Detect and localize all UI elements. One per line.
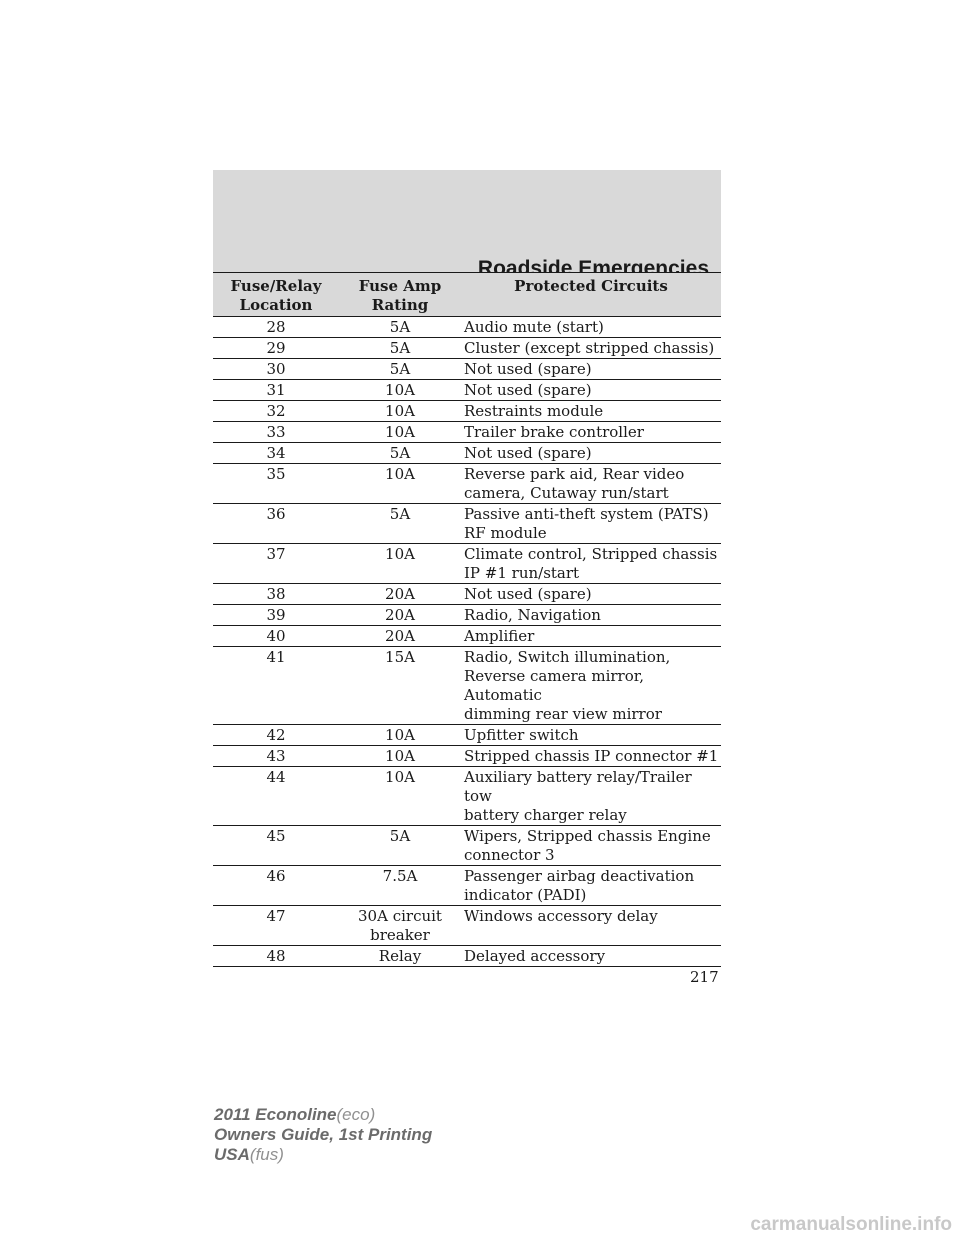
cell-location: 44: [213, 767, 339, 826]
cell-location: 31: [213, 380, 339, 401]
cell-rating: 10A: [339, 401, 461, 422]
cell-rating: Relay: [339, 946, 461, 967]
cell-circuits: Not used (spare): [461, 443, 721, 464]
cell-location: 30: [213, 359, 339, 380]
cell-circuits: Stripped chassis IP connector #1: [461, 746, 721, 767]
table-row: [213, 746, 721, 767]
cell-rating: 5A: [339, 504, 461, 544]
print-footer: [214, 1105, 432, 1165]
footer-edition: Owners Guide, 1st Printing: [214, 1125, 433, 1144]
cell-location: 28: [213, 317, 339, 338]
cell-location: 38: [213, 584, 339, 605]
cell-location: 32: [213, 401, 339, 422]
cell-location: 37: [213, 544, 339, 584]
cell-circuits: Not used (spare): [461, 380, 721, 401]
cell-rating: 7.5A: [339, 866, 461, 906]
cell-circuits: Windows accessory delay: [461, 906, 721, 946]
cell-rating: 10A: [339, 380, 461, 401]
footer-model-code: (eco): [336, 1105, 376, 1124]
cell-rating: 10A: [339, 746, 461, 767]
table-row: [213, 504, 721, 544]
table-row: [213, 826, 721, 866]
cell-rating: 5A: [339, 338, 461, 359]
cell-location: 34: [213, 443, 339, 464]
table-row: [213, 317, 721, 338]
cell-circuits: Restraints module: [461, 401, 721, 422]
table-header-row: [213, 273, 721, 317]
cell-circuits: Not used (spare): [461, 584, 721, 605]
cell-circuits: Passive anti-theft system (PATS) RF module: [461, 504, 721, 544]
table-row: [213, 422, 721, 443]
column-header-circuits: Protected Circuits: [461, 273, 721, 317]
table-row: [213, 338, 721, 359]
cell-location: 33: [213, 422, 339, 443]
cell-rating: 10A: [339, 767, 461, 826]
cell-circuits: Delayed accessory: [461, 946, 721, 967]
footer-model: 2011 Econoline: [214, 1105, 337, 1124]
table-row: [213, 584, 721, 605]
section-header-band: [213, 170, 721, 285]
page-number: 217: [690, 968, 719, 986]
cell-circuits: Radio, Switch illumination, Reverse camera mirror, Automatic dimming rear view mirror: [461, 647, 721, 725]
table-row: [213, 380, 721, 401]
cell-location: 29: [213, 338, 339, 359]
column-header-rating: Fuse Amp Rating: [339, 273, 461, 317]
cell-circuits: Radio, Navigation: [461, 605, 721, 626]
cell-circuits: Cluster (except stripped chassis): [461, 338, 721, 359]
table-row: [213, 401, 721, 422]
section-title: Roadside Emergencies: [477, 257, 709, 280]
cell-circuits: Climate control, Stripped chassis IP #1 run/start: [461, 544, 721, 584]
cell-rating: 5A: [339, 359, 461, 380]
cell-rating: 20A: [339, 605, 461, 626]
table-row: [213, 647, 721, 725]
cell-circuits: Audio mute (start): [461, 317, 721, 338]
cell-rating: 5A: [339, 317, 461, 338]
table-row: [213, 626, 721, 647]
table-row: [213, 464, 721, 504]
cell-location: 42: [213, 725, 339, 746]
cell-rating: 10A: [339, 464, 461, 504]
table-row: [213, 443, 721, 464]
cell-rating: 10A: [339, 544, 461, 584]
cell-location: 35: [213, 464, 339, 504]
cell-location: 41: [213, 647, 339, 725]
cell-rating: 5A: [339, 826, 461, 866]
cell-location: 46: [213, 866, 339, 906]
table-row: [213, 866, 721, 906]
footer-market-code: (fus): [249, 1145, 284, 1164]
cell-rating: 30A circuit breaker: [339, 906, 461, 946]
table-row: [213, 946, 721, 967]
cell-rating: 15A: [339, 647, 461, 725]
cell-rating: 20A: [339, 584, 461, 605]
cell-location: 45: [213, 826, 339, 866]
cell-circuits: Upfitter switch: [461, 725, 721, 746]
cell-location: 36: [213, 504, 339, 544]
footer-market: USA: [214, 1145, 250, 1164]
cell-location: 48: [213, 946, 339, 967]
cell-location: 47: [213, 906, 339, 946]
cell-rating: 10A: [339, 725, 461, 746]
cell-circuits: Auxiliary battery relay/Trailer tow battery charger relay: [461, 767, 721, 826]
table-row: [213, 605, 721, 626]
table-row: [213, 906, 721, 946]
cell-location: 39: [213, 605, 339, 626]
cell-circuits: Not used (spare): [461, 359, 721, 380]
cell-circuits: Passenger airbag deactivation indicator (PADI): [461, 866, 721, 906]
cell-circuits: Amplifier: [461, 626, 721, 647]
cell-circuits: Trailer brake controller: [461, 422, 721, 443]
table-row: [213, 544, 721, 584]
table-row: [213, 359, 721, 380]
cell-location: 40: [213, 626, 339, 647]
watermark-text: carmanualsonline.info: [750, 1214, 952, 1235]
cell-rating: 5A: [339, 443, 461, 464]
column-header-location: Fuse/Relay Location: [213, 273, 339, 317]
cell-location: 43: [213, 746, 339, 767]
table-row: [213, 767, 721, 826]
cell-circuits: Reverse park aid, Rear video camera, Cutaway run/start: [461, 464, 721, 504]
cell-rating: 20A: [339, 626, 461, 647]
table-row: [213, 725, 721, 746]
fuse-table: [213, 272, 721, 967]
cell-circuits: Wipers, Stripped chassis Engine connector 3: [461, 826, 721, 866]
cell-rating: 10A: [339, 422, 461, 443]
